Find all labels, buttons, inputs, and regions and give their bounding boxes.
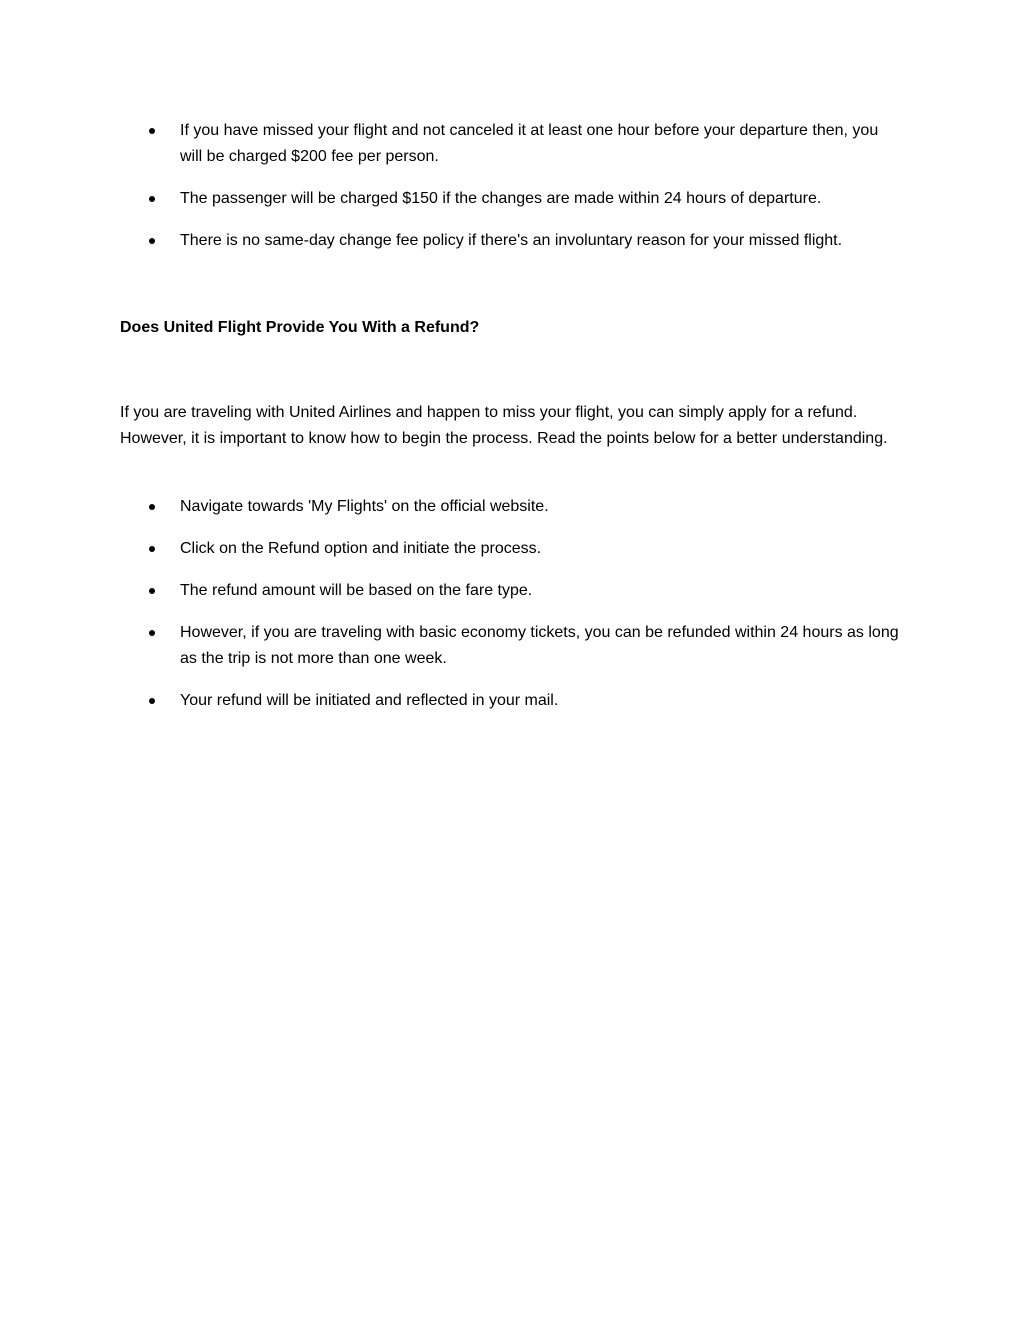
list-item — [120, 536, 900, 562]
list-item-text: Click on the Refund option and initiate the process. — [180, 540, 542, 557]
list-item — [120, 494, 900, 520]
section-heading: Does United Flight Provide You With a Refund? — [120, 319, 480, 336]
bullet-icon — [149, 504, 155, 510]
refund-steps-list — [120, 494, 900, 730]
list-item-text: Navigate towards 'My Flights' on the official website. — [180, 498, 549, 515]
list-item — [120, 228, 900, 254]
list-item — [120, 118, 900, 170]
bullet-icon — [149, 698, 155, 704]
bullet-icon — [149, 546, 155, 552]
fee-policy-list — [120, 118, 900, 270]
list-item-text: However, if you are traveling with basic economy tickets, you can be refunded within 24 hours as long as the trip is not more than one week. — [180, 624, 899, 667]
list-item-text: The refund amount will be based on the fare type. — [180, 582, 533, 599]
list-item — [120, 578, 900, 604]
list-item — [120, 620, 900, 672]
bullet-icon — [149, 196, 155, 202]
list-item-text: There is no same-day change fee policy if there's an involuntary reason for your missed flight. — [180, 232, 843, 249]
bullet-icon — [149, 630, 155, 636]
intro-paragraph: If you are traveling with United Airlines and happen to miss your flight, you can simply apply for a refund. However, it is important to know how to begin the process. Read the points below for a better understanding. — [120, 404, 888, 447]
bullet-icon — [149, 128, 155, 134]
list-item — [120, 688, 900, 714]
bullet-icon — [149, 238, 155, 244]
list-item — [120, 186, 900, 212]
list-item-text: If you have missed your flight and not canceled it at least one hour before your departure then, you will be charged $200 fee per person. — [180, 122, 879, 165]
list-item-text: The passenger will be charged $150 if the changes are made within 24 hours of departure. — [180, 190, 822, 207]
bullet-icon — [149, 588, 155, 594]
list-item-text: Your refund will be initiated and reflected in your mail. — [180, 692, 559, 709]
